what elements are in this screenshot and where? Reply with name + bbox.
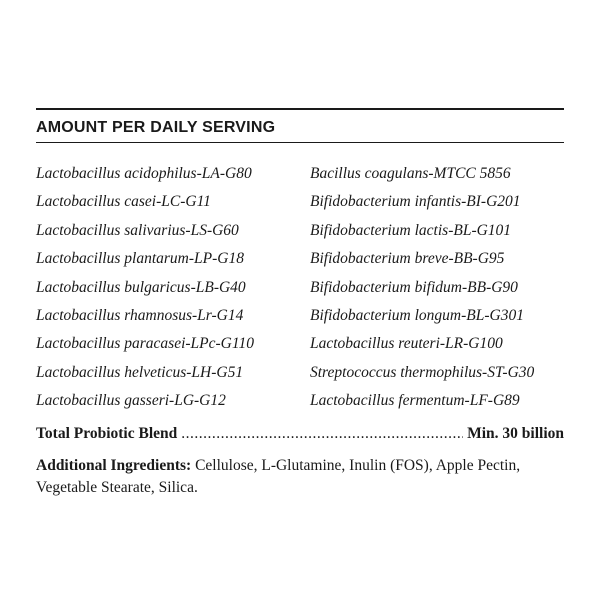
heading-rule — [36, 142, 564, 143]
strain-item: Lactobacillus gasseri-LG-G12 — [36, 392, 226, 410]
additional-ingredients — [36, 455, 564, 499]
leader-dots — [181, 422, 463, 446]
strain-item: Bifidobacterium infantis-BI-G201 — [310, 193, 521, 211]
strain-column-right — [310, 160, 564, 416]
strain-item: Bacillus coagulans-MTCC 5856 — [310, 165, 511, 182]
supplement-facts-panel — [36, 108, 564, 499]
total-blend-row — [36, 422, 564, 446]
strain-item: Lactobacillus plantarum-LP-G18 — [36, 250, 244, 268]
strain-item: Lactobacillus acidophilus-LA-G80 — [36, 165, 252, 182]
serving-heading: AMOUNT PER DAILY SERVING — [36, 119, 276, 136]
strain-item: Lactobacillus salivarius-LS-G60 — [36, 221, 239, 239]
ingredients-label: Additional Ingredients: — [36, 456, 192, 474]
strain-item: Bifidobacterium bifidum-BB-G90 — [310, 278, 518, 296]
total-blend-value: Min. 30 billion — [467, 424, 564, 442]
strain-item: Bifidobacterium breve-BB-G95 — [310, 250, 505, 268]
strain-item: Lactobacillus bulgaricus-LB-G40 — [36, 278, 246, 296]
total-blend-label: Total Probiotic Blend — [36, 424, 178, 442]
strain-item: Bifidobacterium longum-BL-G301 — [310, 306, 524, 324]
strain-list — [36, 160, 564, 416]
strain-item: Streptococcus thermophilus-ST-G30 — [310, 363, 535, 381]
strain-item: Bifidobacterium lactis-BL-G101 — [310, 221, 512, 239]
ingredients-text: Cellulose, L-Glutamine, Inulin (FOS), Apple Pectin, Vegetable Stearate, Silica. — [36, 456, 521, 496]
strain-column-left — [36, 160, 310, 416]
strain-item: Lactobacillus helveticus-LH-G51 — [36, 363, 244, 381]
strain-item: Lactobacillus paracasei-LPc-G110 — [36, 335, 254, 353]
strain-item: Lactobacillus rhamnosus-Lr-G14 — [36, 306, 244, 324]
strain-item: Lactobacillus fermentum-LF-G89 — [310, 392, 520, 410]
strain-item: Lactobacillus casei-LC-G11 — [36, 193, 211, 211]
strain-item: Lactobacillus reuteri-LR-G100 — [310, 335, 503, 353]
